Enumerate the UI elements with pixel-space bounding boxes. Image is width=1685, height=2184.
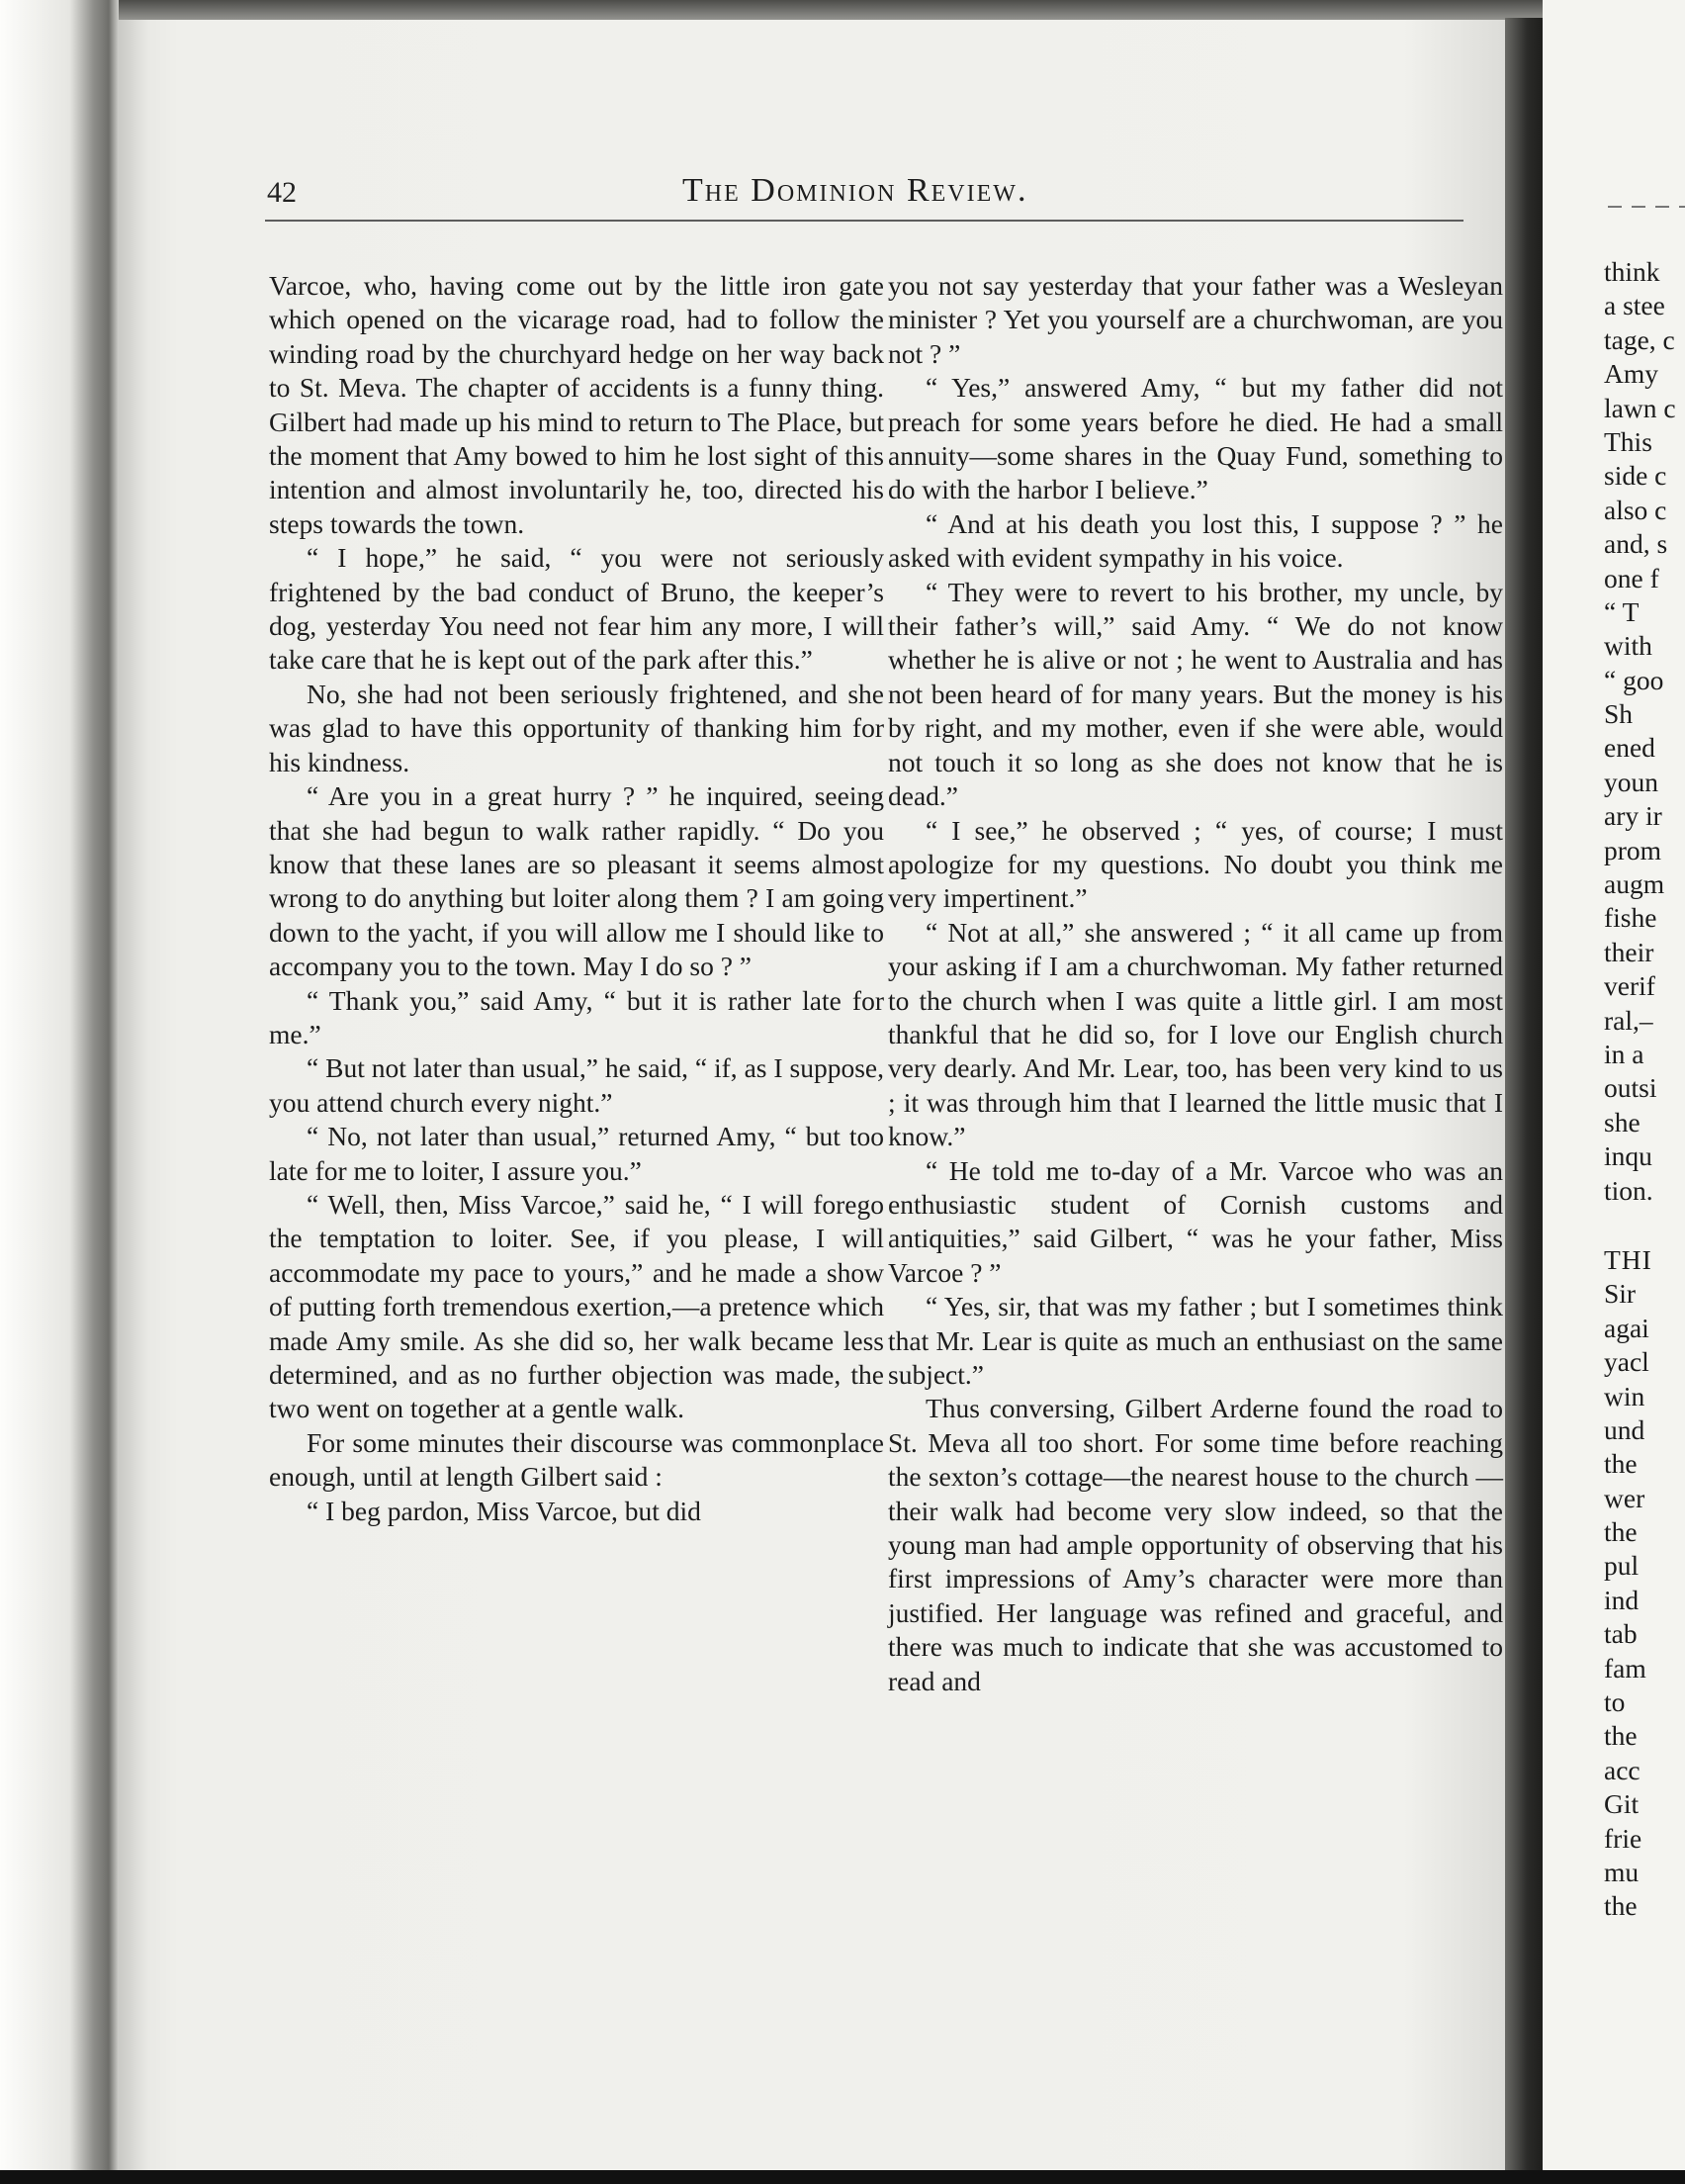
line-fragment: frie (1604, 1822, 1642, 1854)
line-fragment: win (1604, 1380, 1645, 1411)
line-fragment: tage, c (1604, 323, 1675, 355)
paragraph: “ He told me to-day of a Mr. Varcoe who was an enthusiastic student of Cornish customs and antiquities,” said Gilbert, “ was he your father, Miss Varcoe ? ” (888, 1154, 1503, 1288)
paragraph: “ I see,” he observed ; “ yes, of course; I must apologize for my questions. No doubt you think me very impertinent.” (888, 814, 1503, 914)
line-fragment: Amy (1604, 358, 1658, 390)
paragraph: For some minutes their discourse was commonplace enough, until at length Gilbert said : (269, 1426, 884, 1493)
line-fragment: youn (1604, 766, 1658, 797)
header-rule (265, 220, 1463, 222)
line-fragment: verif (1604, 970, 1655, 1002)
line-fragment: Sh (1604, 698, 1634, 730)
line-fragment: the (1604, 1890, 1638, 1922)
line-fragment: lawn c (1604, 392, 1676, 423)
paragraph: “ Yes, sir, that was my father ; but I sometimes think that Mr. Lear is quite as much an enthusiast on the same subject.” (888, 1291, 1503, 1390)
book-page-edges (0, 0, 119, 2184)
line-fragment: side c (1604, 460, 1667, 492)
paragraph: Thus conversing, Gilbert Arderne found the road to St. Meva all too short. For some time before reaching the sexton’s cottage—the nearest house to the church —their walk had become very slow indeed, so that the young man had ample opportunity of observing that his first impressions of Amy’s character were more than justified. Her language was refined and graceful, and there was much to indicate that she was accustomed to read and (888, 1393, 1503, 1696)
running-head-title: The Dominion Review. (682, 172, 1028, 209)
line-fragment: wer (1604, 1482, 1645, 1513)
line-fragment: their (1604, 936, 1654, 967)
paragraph: “ No, not later than usual,” returned Amy, “ but too late for me to loiter, I assure you.” (269, 1121, 884, 1186)
paragraph: “ Yes,” answered Amy, “ but my father did not preach for some years before he died. He had a small annuity—some shares in the Quay Fund, something to do with the harbor I believe.” (888, 372, 1503, 505)
paragraph: “ I beg pardon, Miss Varcoe, but did (307, 1495, 701, 1526)
line-fragment: THI (1604, 1243, 1652, 1275)
line-fragment: with (1604, 630, 1652, 662)
line-fragment: in a (1604, 1038, 1644, 1069)
line-fragment: ral,– (1604, 1004, 1653, 1036)
line-fragment: prom (1604, 834, 1662, 865)
line-fragment: inqu (1604, 1140, 1652, 1172)
line-fragment: and, s (1604, 528, 1668, 560)
paragraph: you not say yesterday that your father was a Wesleyan minister ? Yet you yourself are a churchwoman, are you not ? ” (888, 270, 1503, 369)
paragraph: “ Well, then, Miss Varcoe,” said he, “ I will forego the temptation to loiter. See, if you please, I will accommodate my pace to yours,” and he made a show of putting forth tremendous exertion,—a pretence which made Amy smile. As she did so, her walk became less determined, and as no further objection was made, the two went on together at a gentle walk. (269, 1188, 884, 1424)
line-fragment: This (1604, 425, 1652, 457)
paragraph: Varcoe, who, having come out by the little iron gate which opened on the vicarage road, had to follow the winding road by the churchyard hedge on her way back to St. Meva. The chapter of accidents is a funny thing. Gilbert had made up his mind to return to The Place, but the moment that Amy bowed to him he lost sight of this intention and almost involuntarily he, too, directed his steps towards the town. (269, 270, 884, 539)
line-fragment: also c (1604, 494, 1667, 525)
line-fragment: outsi (1604, 1072, 1657, 1104)
paragraph: “ They were to revert to his brother, my uncle, by their father’s will,” said Amy. “ We do not know whether he is alive or not ; he went to Australia and has not been heard of for many years. But the money is his by right, and my mother, even if she were able, would not touch it so long as she does not know that he is dead.” (888, 576, 1503, 812)
section-gap (1604, 1208, 1685, 1243)
line-fragment: ary ir (1604, 800, 1662, 832)
line-fragment: the (1604, 1516, 1638, 1548)
paragraph: “ Are you in a great hurry ? ” he inquired, seeing that she had begun to walk rather rapidly. “ Do you know that these lanes are so pleasant it seems almost wrong to do anything but loiter along them ? I am going down to the yacht, if you will allow me I should like to accompany you to the town. May I do so ? ” (269, 780, 884, 982)
page-header (267, 166, 1463, 216)
paragraph: “ Thank you,” said Amy, “ but it is rather late for me.” (269, 984, 884, 1049)
paragraph: No, she had not been seriously frightened, and she was glad to have this opportunity of thanking him for his kindness. (269, 678, 884, 777)
line-fragment: Git (1604, 1788, 1640, 1820)
line-fragment: ened (1604, 732, 1655, 764)
line-fragment: Sir (1604, 1278, 1637, 1310)
line-fragment: augm (1604, 868, 1665, 900)
right-page-header-rule (1608, 206, 1685, 208)
line-fragment: acc (1604, 1754, 1641, 1785)
line-fragment: und (1604, 1413, 1645, 1445)
line-fragment: the (1604, 1720, 1638, 1752)
line-fragment: to (1604, 1686, 1626, 1718)
paragraph: “ I hope,” he said, “ you were not seriously frightened by the bad conduct of Bruno, the keeper’s dog, yesterday You need not fear him any more, I will take care that he is kept out of the park after this.” (269, 542, 884, 676)
line-fragment: she (1604, 1106, 1641, 1138)
book-gutter (1505, 18, 1543, 2184)
paragraph: “ Not at all,” she answered ; “ it all came up from your asking if I am a churchwoman. My father returned to the church when I was quite a little girl. I am most thankful that he did so, for I love our English church very dearly. And Mr. Lear, too, has been very kind to us ; it was through him that I learned the little music that I know.” (888, 916, 1503, 1152)
scan-bottom-edge (0, 2170, 1685, 2184)
page-number: 42 (267, 176, 297, 209)
middle-text-column (888, 269, 1503, 1698)
line-fragment: the (1604, 1448, 1638, 1480)
line-fragment: one f (1604, 562, 1659, 593)
line-fragment: fishe (1604, 902, 1657, 934)
line-fragment: agai (1604, 1312, 1649, 1343)
line-fragment: tab (1604, 1618, 1638, 1650)
line-fragment: tion. (1604, 1174, 1653, 1206)
right-page-text-fragment (1604, 255, 1685, 1924)
left-text-column (269, 269, 884, 1528)
line-fragment: “ T (1604, 595, 1640, 627)
line-fragment: pul (1604, 1550, 1640, 1582)
line-fragment: think (1604, 256, 1660, 287)
paragraph: “ But not later than usual,” he said, “ if, as I suppose, you attend church every night.” (269, 1052, 884, 1118)
line-fragment: mu (1604, 1856, 1640, 1887)
line-fragment: “ goo (1604, 664, 1664, 695)
line-fragment: a stee (1604, 290, 1665, 321)
line-fragment: yacl (1604, 1346, 1649, 1378)
paragraph: “ And at his death you lost this, I suppose ? ” he asked with evident sympathy in his voice. (888, 507, 1503, 574)
line-fragment: fam (1604, 1652, 1646, 1684)
line-fragment: ind (1604, 1584, 1640, 1615)
